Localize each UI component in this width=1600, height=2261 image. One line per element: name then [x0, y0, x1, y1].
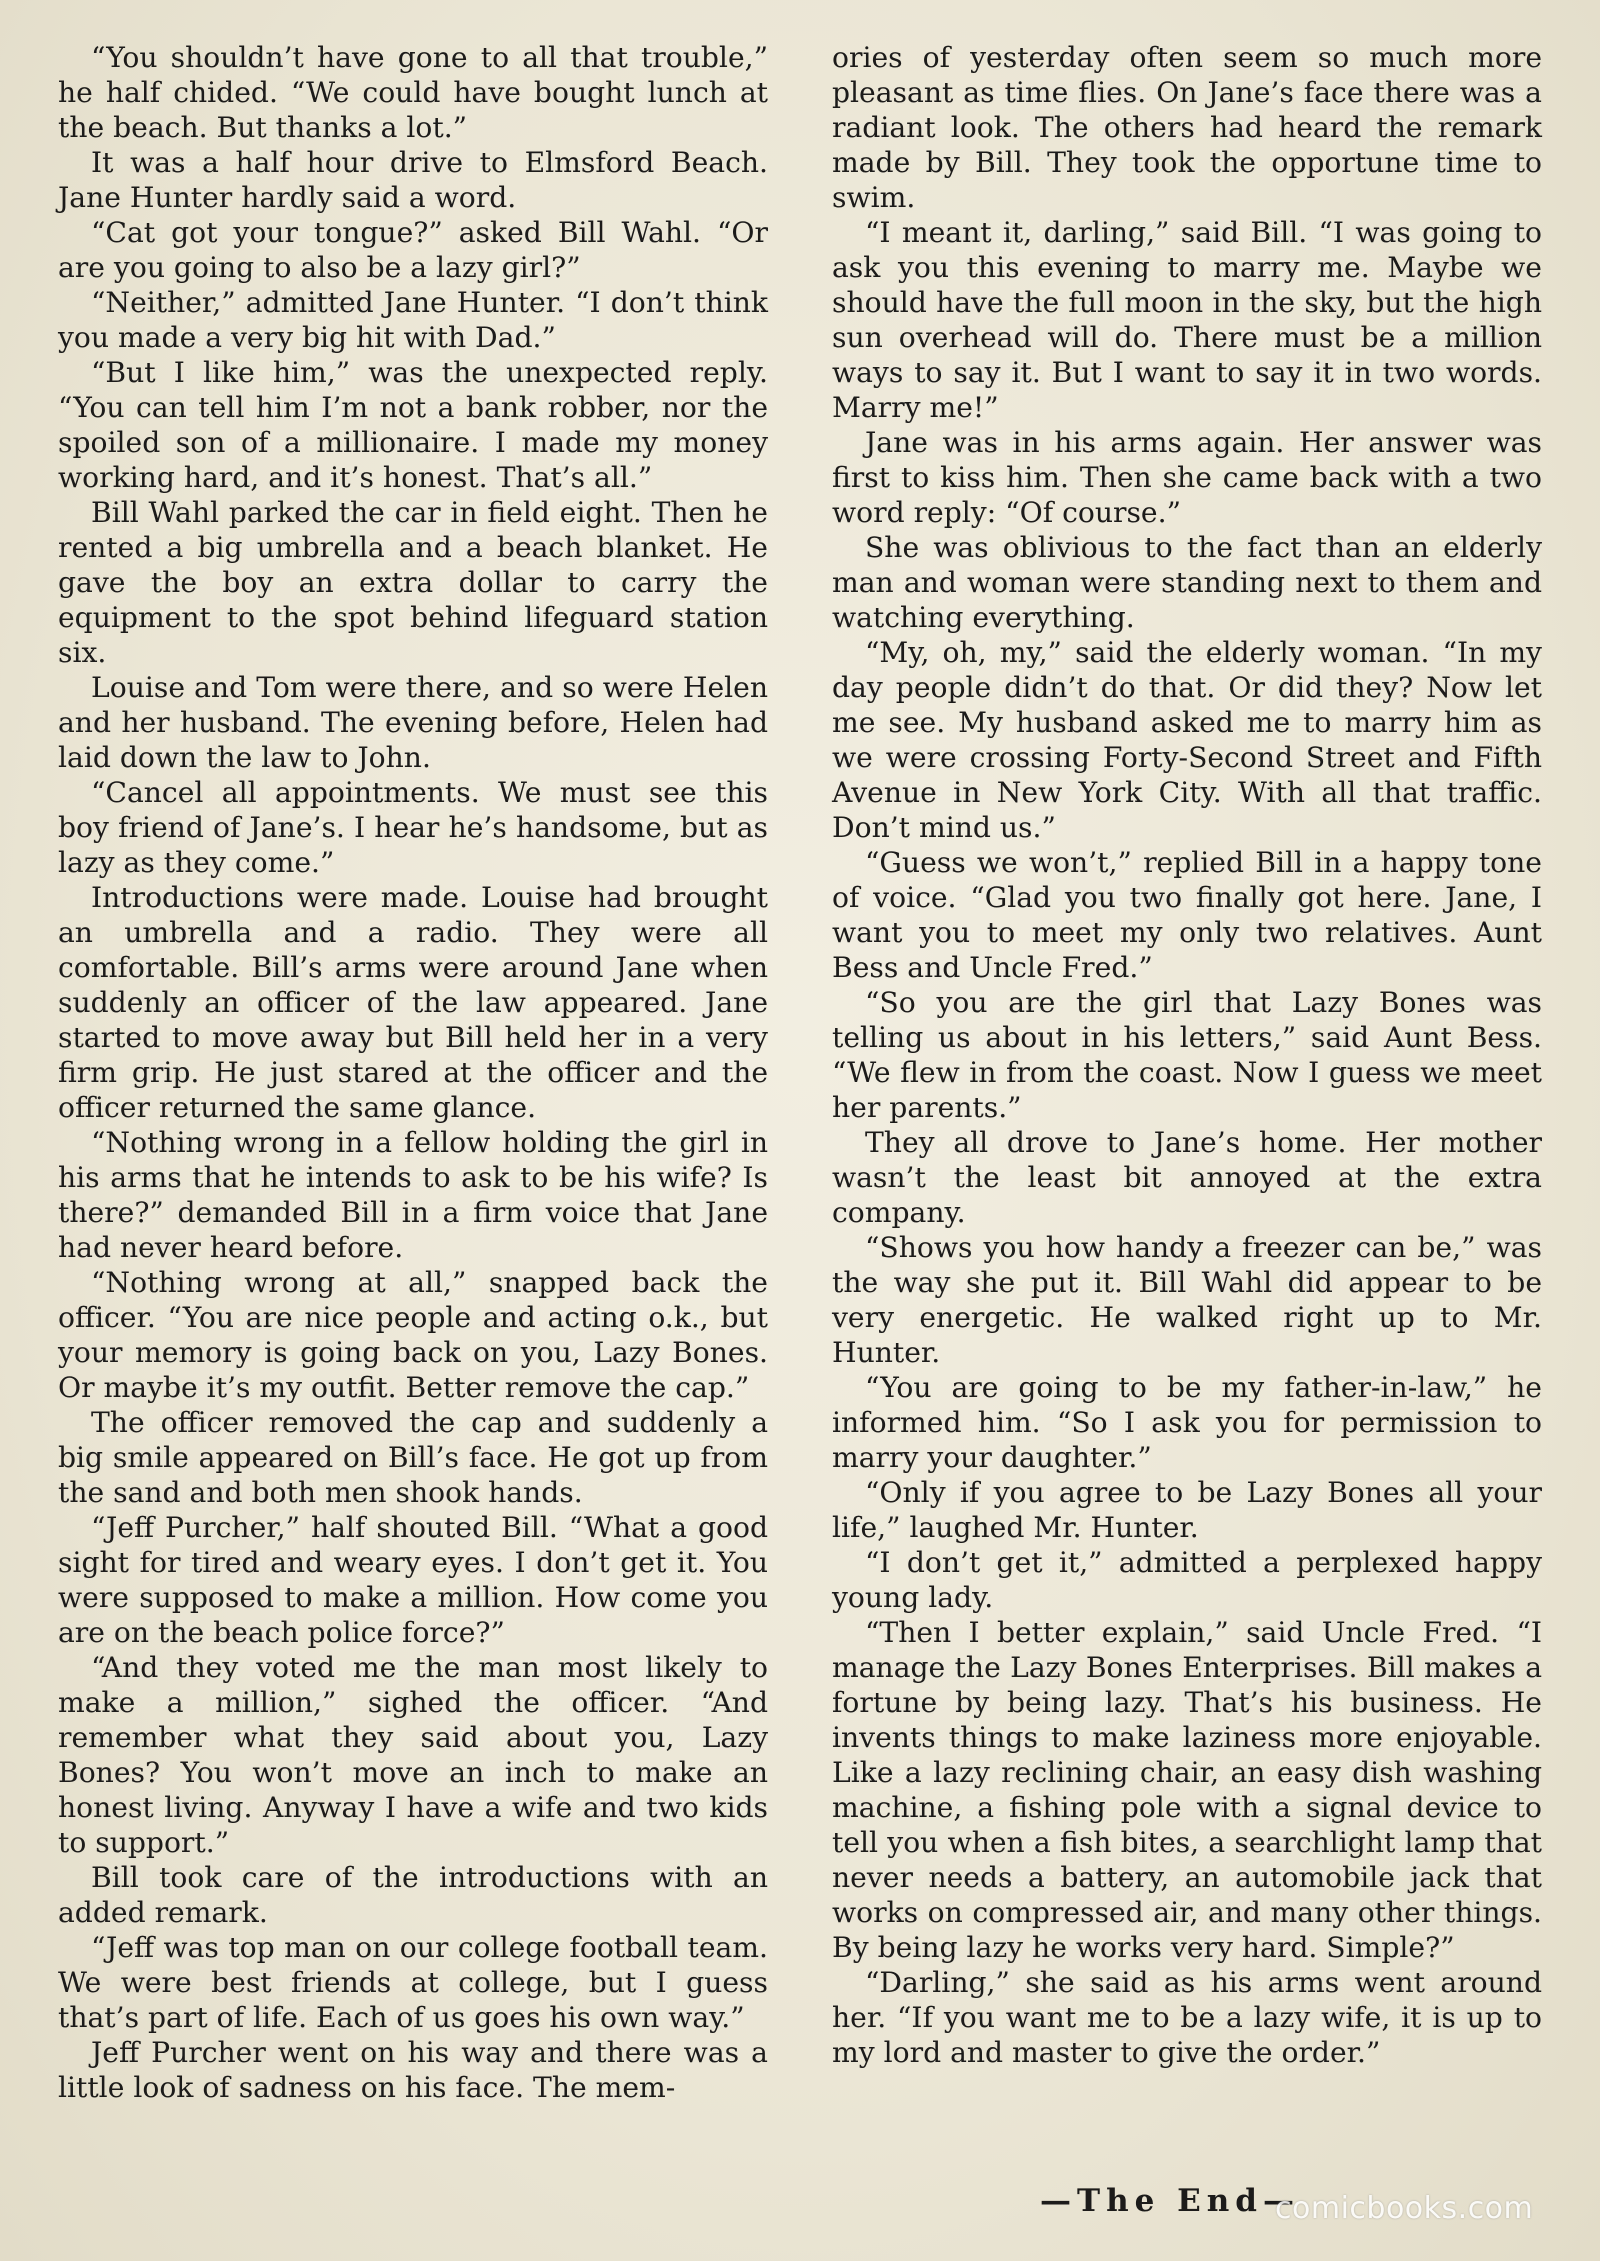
paragraph: It was a half hour drive to Elmsford Beach. Jane Hunter hardly said a word.: [58, 146, 768, 214]
paragraph: “Shows you how handy a freezer can be,” was the way she put it. Bill Wahl did appear to be very energetic. He walked right up to Mr. Hunter.: [832, 1231, 1542, 1369]
paragraph: Jeff Purcher went on his way and there was a little look of sadness on his face. The mem-: [58, 2036, 768, 2104]
paragraph: “You are going to be my father-in-law,” he informed him. “So I ask you for permission to marry your daughter.”: [832, 1371, 1542, 1474]
watermark: comicbooks.com: [1275, 2191, 1534, 2226]
paragraph: “And they voted me the man most likely to make a million,” sighed the officer. “And remember what they said about you, Lazy Bones? You won’t move an inch to make an honest living. Anyway I have a wife and two kids to support.”: [58, 1651, 768, 1859]
paragraph: “Then I better explain,” said Uncle Fred. “I manage the Lazy Bones Enterprises. Bill makes a fortune by being lazy. That’s his business. He invents things to make laziness more enjoyable. Like a lazy reclining chair, an easy dish washing machine, a fishing pole with a signal device to tell you when a fish bites, a searchlight lamp that never needs a battery, an automobile jack that works on compressed air, and many other things. By being lazy he works very hard. Simple?”: [832, 1616, 1542, 1964]
paragraph: “Nothing wrong at all,” snapped back the officer. “You are nice people and acting o.k., but your memory is going back on you, Lazy Bones. Or maybe it’s my outfit. Better remove the cap.”: [58, 1266, 768, 1404]
the-end-marker: —The End—: [1040, 2183, 1300, 2219]
paragraph: She was oblivious to the fact than an elderly man and woman were standing next to them and watching everything.: [832, 531, 1542, 634]
paragraph: “I don’t get it,” admitted a perplexed happy young lady.: [832, 1546, 1542, 1614]
paragraph: “Guess we won’t,” replied Bill in a happy tone of voice. “Glad you two finally got here. Jane, I want you to meet my only two relatives. Aunt Bess and Uncle Fred.”: [832, 846, 1542, 984]
paragraph: “Jeff was top man on our college football team. We were best friends at college, but I guess that’s part of life. Each of us goes his own way.”: [58, 1931, 768, 2034]
paragraph: Introductions were made. Louise had brought an umbrella and a radio. They were all comfortable. Bill’s arms were around Jane when suddenly an officer of the law appeared. Jane started to move away but Bill held her in a very firm grip. He just stared at the officer and the officer returned the same glance.: [58, 881, 768, 1124]
paragraph: “Nothing wrong in a fellow holding the girl in his arms that he intends to ask to be his wife? Is there?” demanded Bill in a firm voice that Jane had never heard before.: [58, 1126, 768, 1264]
left-text-column: [58, 40, 768, 2105]
paragraph: Louise and Tom were there, and so were Helen and her husband. The evening before, Helen had laid down the law to John.: [58, 671, 768, 774]
paragraph: “Cancel all appointments. We must see this boy friend of Jane’s. I hear he’s handsome, but as lazy as they come.”: [58, 776, 768, 879]
paragraph-continued: ories of yesterday often seem so much more pleasant as time flies. On Jane’s face there was a radiant look. The others had heard the remark made by Bill. They took the opportune time to swim.: [832, 41, 1542, 214]
paragraph: “But I like him,” was the unexpected reply. “You can tell him I’m not a bank robber, nor the spoiled son of a millionaire. I made my money working hard, and it’s honest. That’s all.”: [58, 356, 768, 494]
paragraph: “Jeff Purcher,” half shouted Bill. “What a good sight for tired and weary eyes. I don’t get it. You were supposed to make a million. How come you are on the beach police force?”: [58, 1511, 768, 1649]
paragraph: “My, oh, my,” said the elderly woman. “In my day people didn’t do that. Or did they? Now let me see. My husband asked me to marry him as we were crossing Forty-Second Street and Fifth Avenue in New York City. With all that traffic. Don’t mind us.”: [832, 636, 1542, 844]
paragraph: “I meant it, darling,” said Bill. “I was going to ask you this evening to marry me. Maybe we should have the full moon in the sky, but the high sun overhead will do. There must be a million ways to say it. But I want to say it in two words. Marry me!”: [832, 216, 1542, 424]
paragraph: The officer removed the cap and suddenly a big smile appeared on Bill’s face. He got up from the sand and both men shook hands.: [58, 1406, 768, 1509]
paragraph: “So you are the girl that Lazy Bones was telling us about in his letters,” said Aunt Bess. “We flew in from the coast. Now I guess we meet her parents.”: [832, 986, 1542, 1124]
paragraph: “You shouldn’t have gone to all that trouble,” he half chided. “We could have bought lunch at the beach. But thanks a lot.”: [58, 41, 768, 144]
paragraph: Bill took care of the introductions with an added remark.: [58, 1861, 768, 1929]
paragraph: “Darling,” she said as his arms went around her. “If you want me to be a lazy wife, it is up to my lord and master to give the order.”: [832, 1966, 1542, 2069]
paragraph: “Only if you agree to be Lazy Bones all your life,” laughed Mr. Hunter.: [832, 1476, 1542, 1544]
paragraph: Bill Wahl parked the car in field eight. Then he rented a big umbrella and a beach blanket. He gave the boy an extra dollar to carry the equipment to the spot behind lifeguard station six.: [58, 496, 768, 669]
paragraph: “Neither,” admitted Jane Hunter. “I don’t think you made a very big hit with Dad.”: [58, 286, 768, 354]
right-text-column: [832, 40, 1542, 2070]
paragraph: Jane was in his arms again. Her answer was first to kiss him. Then she came back with a two word reply: “Of course.”: [832, 426, 1542, 529]
paragraph: They all drove to Jane’s home. Her mother wasn’t the least bit annoyed at the extra company.: [832, 1126, 1542, 1229]
paragraph: “Cat got your tongue?” asked Bill Wahl. “Or are you going to also be a lazy girl?”: [58, 216, 768, 284]
